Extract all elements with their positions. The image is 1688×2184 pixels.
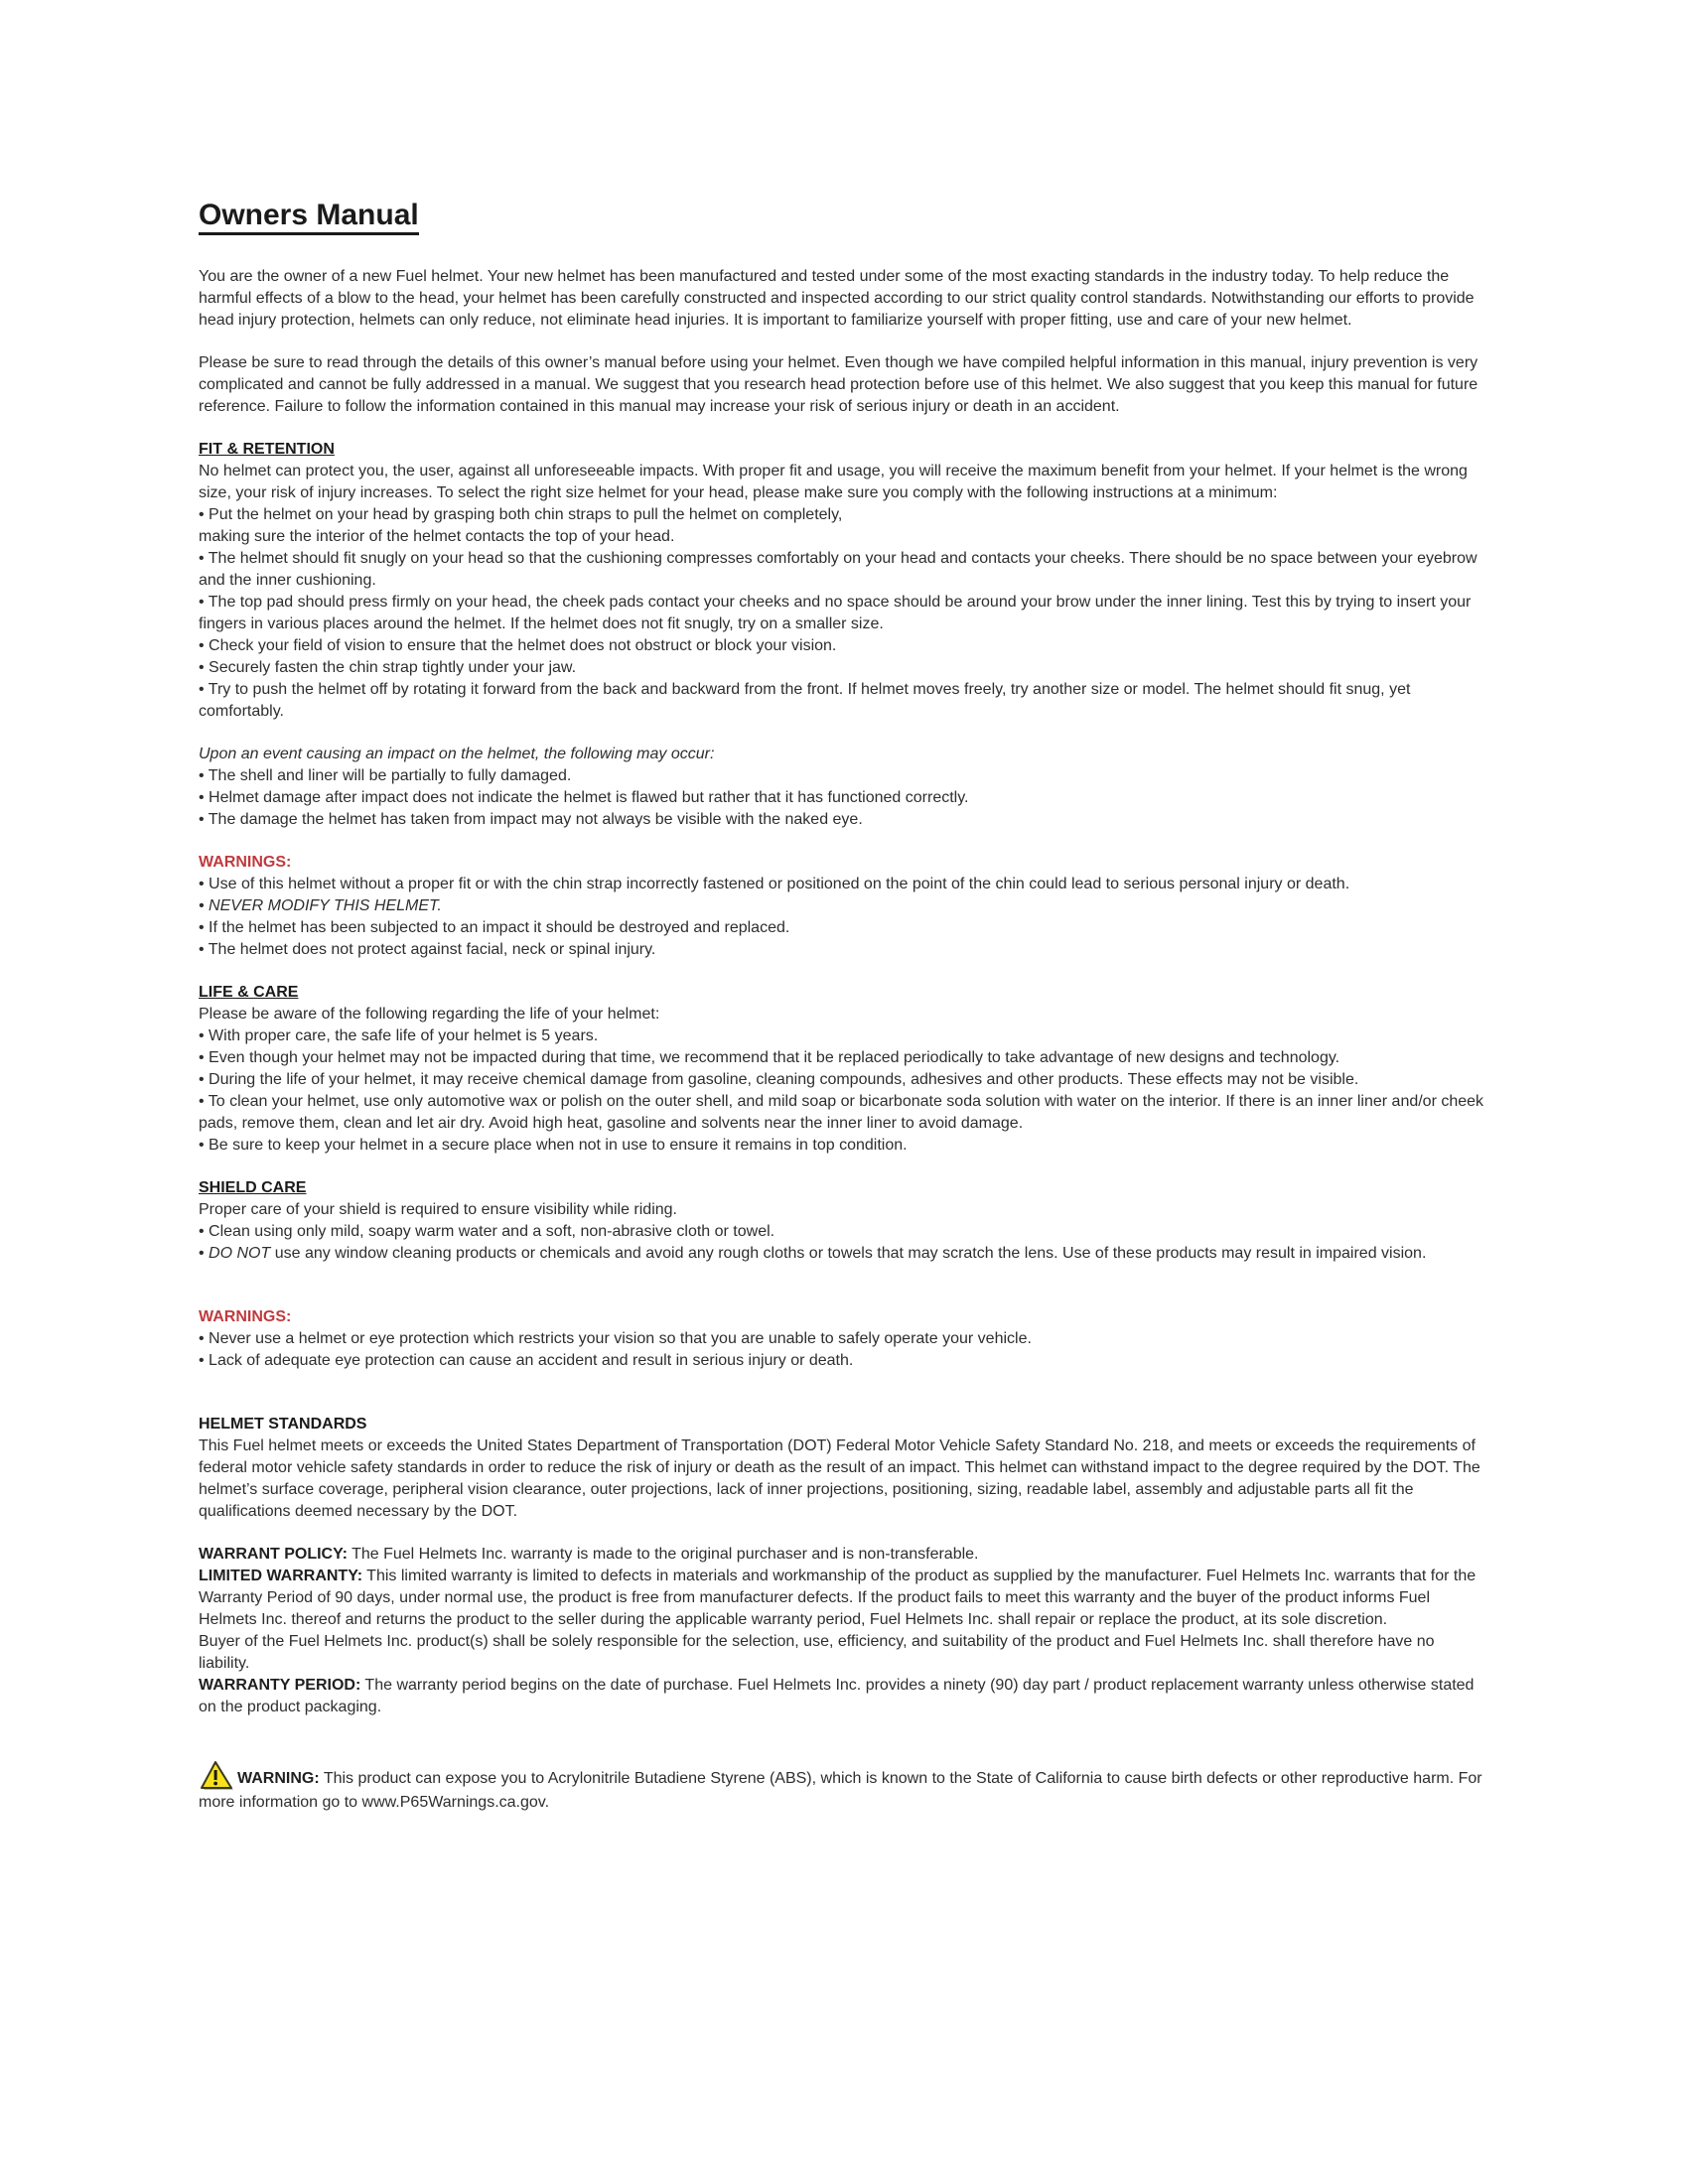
shield-care-heading: SHIELD CARE: [199, 1179, 307, 1196]
warnings-fit-bullet-1: • Use of this helmet without a proper fit or with the chin strap incorrectly fastened or positioned on the point of the chin could lead to serious personal injury or death.: [199, 874, 1489, 895]
warranty-period-text: The warranty period begins on the date of purchase. Fuel Helmets Inc. provides a ninety (90) day part / product replacement warranty unless otherwise stated on the product packaging.: [199, 1677, 1475, 1715]
warrant-policy-paragraph: [199, 1544, 1489, 1566]
section-shield-care: [199, 1177, 1489, 1265]
section-prop65-warning: [199, 1760, 1489, 1814]
shield-care-bullet-1: • Clean using only mild, soapy warm water and a soft, non-abrasive cloth or towel.: [199, 1221, 1489, 1243]
fit-bullet-1: • Put the helmet on your head by grasping both chin straps to pull the helmet on completely,: [199, 504, 1489, 526]
life-care-bullet-4: • To clean your helmet, use only automotive wax or polish on the outer shell, and mild soap or bicarbonate soda solution with water on the interior. If there is an inner liner and/or cheek pads, remove them, clean and let air dry. Avoid high heat, gasoline and solvents near the inner liner to avoid damage.: [199, 1091, 1489, 1135]
limited-warranty-label: LIMITED WARRANTY:: [199, 1568, 363, 1584]
document-title-text: Owners Manual: [199, 199, 419, 235]
shield-care-bullet-2-text: use any window cleaning products or chemicals and avoid any rough cloths or towels that may scratch the lens. Use of these products may result in impaired vision.: [270, 1245, 1427, 1262]
fit-bullet-6: • Try to push the helmet off by rotating it forward from the back and backward from the front. If helmet moves freely, try another size or model. The helmet should fit snug, yet comfortably.: [199, 679, 1489, 723]
fit-bullet-3: • The top pad should press firmly on your head, the cheek pads contact your cheeks and no space should be around your brow under the inner lining. Test this by trying to insert your fingers in various places around the helmet. If the helmet does not fit snugly, try on a smaller size.: [199, 592, 1489, 635]
section-helmet-standards: [199, 1414, 1489, 1523]
buyer-liability-paragraph: Buyer of the Fuel Helmets Inc. product(s) shall be solely responsible for the selection, use, efficiency, and suitability of the product and Fuel Helmets Inc. shall therefore have no liability.: [199, 1633, 1435, 1672]
fit-retention-heading: FIT & RETENTION: [199, 441, 335, 458]
intro-paragraph-2: Please be sure to read through the details of this owner’s manual before using your helmet. Even though we have compiled helpful information in this manual, injury prevention is very complicated and cannot be fully addressed in a manual. We suggest that you research head protection before use of this helmet. We also suggest that you keep this manual for future reference. Failure to follow the information contained in this manual may increase your risk of serious injury or death in an accident.: [199, 354, 1478, 415]
section-fit-retention: [199, 439, 1489, 723]
document-content: [199, 199, 1489, 1814]
section-life-care: [199, 982, 1489, 1157]
fit-bullet-2: • The helmet should fit snugly on your head so that the cushioning compresses comfortably on your head and contacts your cheeks. There should be no space between your eyebrow and the inner cushioning.: [199, 548, 1489, 592]
warnings-fit-bullet-2: • NEVER MODIFY THIS HELMET.: [199, 895, 1489, 917]
prop65-warning-text: This product can expose you to Acrylonitrile Butadiene Styrene (ABS), which is known to the State of California to cause birth defects or other reproductive harm. For more information go to www.P65Warnings.ca.gov.: [199, 1770, 1482, 1811]
impact-bullet-2: • Helmet damage after impact does not indicate the helmet is flawed but rather that it has functioned correctly.: [199, 787, 1489, 809]
warnings-fit-bullet-4: • The helmet does not protect against facial, neck or spinal injury.: [199, 939, 1489, 961]
warrant-policy-label: WARRANT POLICY:: [199, 1546, 348, 1563]
section-impact-effects: [199, 744, 1489, 831]
fit-retention-lead: No helmet can protect you, the user, against all unforeseeable impacts. With proper fit and usage, you will receive the maximum benefit from your helmet. If your helmet is the wrong size, your risk of injury increases. To select the right size helmet for your head, please make sure you comply with the following instructions at a minimum:: [199, 463, 1468, 501]
warranty-period-paragraph: [199, 1675, 1489, 1718]
prop65-warning-label: WARNING:: [237, 1770, 320, 1787]
intro-paragraph-1: You are the owner of a new Fuel helmet. Your new helmet has been manufactured and tested under some of the most exacting standards in the industry today. To help reduce the harmful effects of a blow to the head, your helmet has been carefully constructed and inspected according to our strict quality control standards. Notwithstanding our efforts to provide head injury protection, helmets can only reduce, not eliminate head injuries. It is important to familiarize yourself with proper fitting, use and care of your new helmet.: [199, 268, 1475, 329]
impact-bullet-3: • The damage the helmet has taken from impact may not always be visible with the naked eye.: [199, 809, 1489, 831]
warnings-fit-heading: WARNINGS:: [199, 854, 292, 871]
limited-warranty-paragraph: [199, 1566, 1489, 1631]
warnings-fit-bullet-3: • If the helmet has been subjected to an impact it should be destroyed and replaced.: [199, 917, 1489, 939]
fit-bullet-1-continuation: making sure the interior of the helmet contacts the top of your head.: [199, 528, 675, 545]
warnings-shield-heading: WARNINGS:: [199, 1308, 292, 1325]
do-not-emphasis: DO NOT: [209, 1245, 271, 1262]
life-care-heading: LIFE & CARE: [199, 984, 299, 1001]
warnings-shield-bullet-2: • Lack of adequate eye protection can cause an accident and result in serious injury or death.: [199, 1350, 1489, 1372]
life-care-lead: Please be aware of the following regarding the life of your helmet:: [199, 1006, 660, 1023]
life-care-bullet-3: • During the life of your helmet, it may receive chemical damage from gasoline, cleaning compounds, adhesives and other products. These effects may not be visible.: [199, 1069, 1489, 1091]
document-title: [199, 199, 1489, 232]
life-care-bullet-5: • Be sure to keep your helmet in a secure place when not in use to ensure it remains in top condition.: [199, 1135, 1489, 1157]
warrant-policy-text: The Fuel Helmets Inc. warranty is made to the original purchaser and is non-transferable.: [347, 1546, 979, 1563]
impact-lead: Upon an event causing an impact on the helmet, the following may occur:: [199, 746, 715, 762]
warranty-period-label: WARRANTY PERIOD:: [199, 1677, 361, 1694]
shield-care-lead: Proper care of your shield is required to ensure visibility while riding.: [199, 1201, 677, 1218]
limited-warranty-text: This limited warranty is limited to defects in materials and workmanship of the product as supplied by the manufacturer. Fuel Helmets Inc. warrants that for the Warranty Period of 90 days, under normal use, the product is free from manufacturer defects. If the product fails to meet this warranty and the buyer of the product informs Fuel Helmets Inc. thereof and returns the product to the seller during the applicable warranty period, Fuel Helmets Inc. shall repair or replace the product, at its sole discretion.: [199, 1568, 1477, 1628]
section-warranty: [199, 1544, 1489, 1718]
fit-bullet-5: • Securely fasten the chin strap tightly under your jaw.: [199, 657, 1489, 679]
helmet-standards-heading: HELMET STANDARDS: [199, 1416, 367, 1433]
life-care-bullet-1: • With proper care, the safe life of your helmet is 5 years.: [199, 1025, 1489, 1047]
warning-triangle-icon: [199, 1760, 234, 1792]
warnings-shield-bullet-1: • Never use a helmet or eye protection which restricts your vision so that you are unable to safely operate your vehicle.: [199, 1328, 1489, 1350]
prop65-paragraph: [199, 1760, 1489, 1814]
helmet-standards-body: This Fuel helmet meets or exceeds the United States Department of Transportation (DOT) Federal Motor Vehicle Safety Standard No. 218, and meets or exceeds the requirements of federal motor vehicle safety standards in order to reduce the risk of injury or death as the result of an impact. This helmet can withstand impact to the degree required by the DOT. The helmet’s surface coverage, peripheral vision clearance, outer projections, lack of inner projections, positioning, sizing, readable label, assembly and adjustable parts all fit the qualifications deemed necessary by the DOT.: [199, 1437, 1480, 1520]
section-warnings-shield: [199, 1306, 1489, 1372]
impact-bullet-1: • The shell and liner will be partially to fully damaged.: [199, 765, 1489, 787]
section-warnings-fit: [199, 852, 1489, 961]
life-care-bullet-2: • Even though your helmet may not be impacted during that time, we recommend that it be replaced periodically to take advantage of new designs and technology.: [199, 1047, 1489, 1069]
fit-bullet-4: • Check your field of vision to ensure that the helmet does not obstruct or block your vision.: [199, 635, 1489, 657]
shield-care-bullet-2: [199, 1243, 1489, 1265]
